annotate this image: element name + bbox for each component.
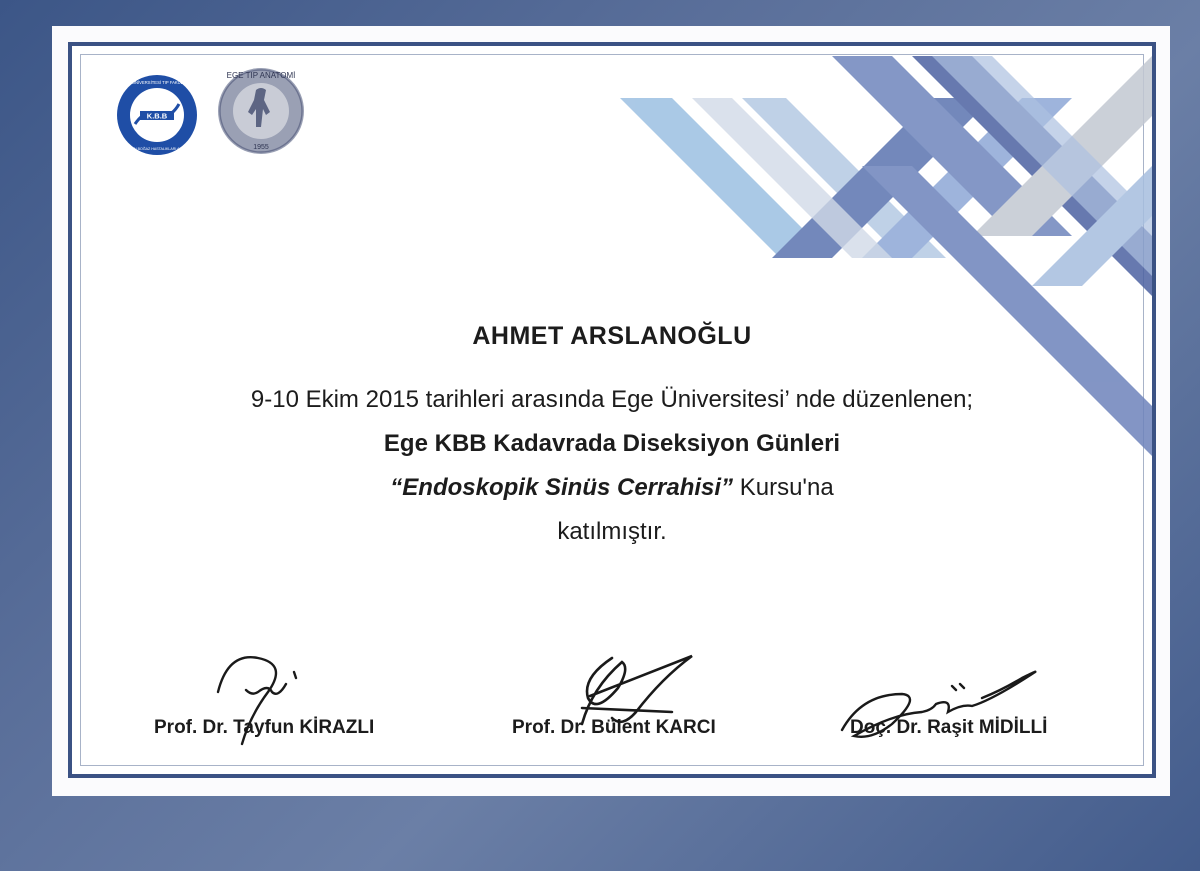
- signature-2: [552, 648, 702, 740]
- signatory-2: Prof. Dr. Bülent KARCI: [512, 717, 716, 738]
- svg-text:EGE TIP ANATOMİ: EGE TIP ANATOMİ: [226, 71, 296, 80]
- signatory-3: Doç. Dr. Raşit MİDİLLİ: [850, 717, 1048, 738]
- event-date-text: 9-10 Ekim 2015 tarihleri arasında Ege Üniversitesi’ nde düzenlenen;: [250, 386, 974, 413]
- signature-3: [832, 654, 1052, 746]
- course-title: “Endoskopik Sinüs Cerrahisi”: [390, 474, 734, 501]
- ege-anatomi-logo: [216, 66, 306, 156]
- signatory-1: Prof. Dr. Tayfun KİRAZLI: [154, 717, 375, 738]
- kbb-logo: [111, 74, 203, 156]
- svg-text:EGE ÜNİVERSİTESİ TIP FAKÜLTESİ: EGE ÜNİVERSİTESİ TIP FAKÜLTESİ: [121, 80, 193, 85]
- attendance-text: katılmıştır.: [557, 518, 667, 545]
- event-name: Ege KBB Kadavrada Diseksiyon Günleri: [383, 430, 841, 457]
- course-suffix: Kursu'na: [739, 474, 834, 501]
- svg-text:K.B.B: K.B.B: [146, 111, 168, 121]
- course-line: [72, 474, 1152, 502]
- recipient-name: AHMET ARSLANOĞLU: [472, 322, 752, 350]
- signature-1: [198, 632, 318, 752]
- svg-text:1955: 1955: [253, 144, 269, 151]
- certificate-frame: [68, 42, 1156, 778]
- svg-text:KULAK BURUN BOĞAZ HASTALIKLARI: KULAK BURUN BOĞAZ HASTALIKLARI ANABİLİM DALI: [111, 147, 203, 151]
